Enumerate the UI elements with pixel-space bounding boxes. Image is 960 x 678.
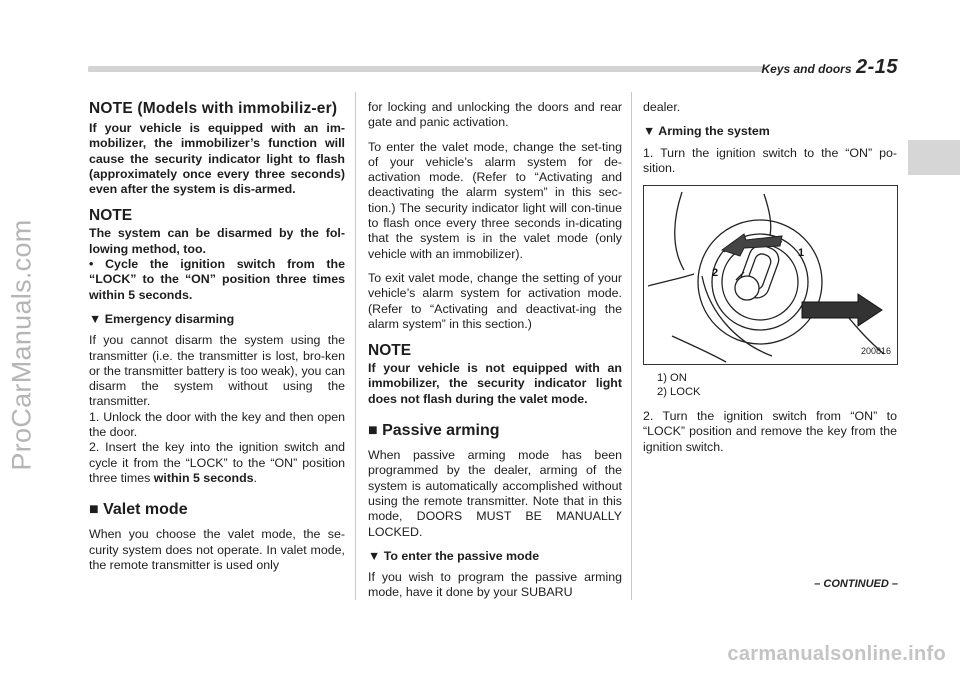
arming-step-1: 1. Turn the ignition switch to the “ON” po-sition. — [643, 145, 897, 175]
note-immobilizer-text: If your vehicle is equipped with an im-mobilizer, the immobilizer’s function will cause the security indicator light to flash (approximately once every three seconds) even after the system is dis-armed. — [89, 121, 345, 197]
column-divider — [631, 92, 632, 600]
emphasis-within-5-seconds: within 5 seconds — [153, 470, 254, 485]
dealer-text: dealer. — [643, 100, 681, 114]
enter-passive-text: If you wish to program the passive arming mode, have it done by your SUBARU — [368, 570, 622, 600]
ignition-switch-figure — [643, 185, 898, 365]
valet-exit-text: To exit valet mode, change the setting of your vehicle’s alarm system for activation mode. (Refer to “Activating and deactivat-ing the alarm system” in this section.) — [368, 270, 622, 331]
note-text: If your vehicle is not equipped with an immobilizer, the security indicator light does not flash during the valet mode. — [368, 361, 622, 406]
valet-enter-text: To enter the valet mode, change the set-ting of your vehicle’s alarm system for de-activation mode. (Refer to “Activating and deactivating the alarm system” in this sec-tion.) The security indicator light will con-tinue to flash once every three seconds in-dicating that the system is in the valet mode (only vehicle with an immobilizer). — [368, 139, 622, 261]
note-immobilizer-title: NOTE (Models with immobiliz-er) — [89, 100, 338, 117]
emergency-disarming-heading: ▼ Emergency disarming — [89, 311, 235, 326]
figure-id: 200816 — [860, 345, 891, 356]
emergency-text: If you cannot disarm the system using the transmitter (i.e. the transmitter is lost, bro-ken or the transmitter battery is too weak), you can disarm the system without using the transmitter. — [89, 333, 345, 409]
valet-mode-heading: ■ Valet mode — [89, 501, 188, 519]
header-rule — [88, 66, 764, 72]
note-title: NOTE — [89, 207, 133, 225]
figure-label-1: 1 — [798, 247, 805, 260]
page-header — [761, 56, 898, 79]
column-1 — [89, 100, 345, 582]
valet-mode-text: When you choose the valet mode, the se-curity system does not operate. In valet mode, the remote transmitter is used only — [89, 527, 345, 572]
passive-arming-heading: ■ Passive arming — [368, 422, 500, 440]
arming-system-heading: ▼ Arming the system — [643, 124, 770, 139]
arming-step-2: 2. Turn the ignition switch from “ON” to “LOCK” position and remove the key from the ignition switch. — [643, 409, 897, 454]
legend-item-on: 1) ON — [657, 372, 687, 385]
valet-text-cont: for locking and unlocking the doors and rear gate and panic activation. — [368, 100, 622, 130]
emergency-step-1: 1. Unlock the door with the key and then open the door. — [89, 409, 345, 440]
continued-label: – CONTINUED – — [814, 578, 898, 590]
page-number: 2-15 — [855, 56, 898, 78]
section-title: Keys and doors — [761, 62, 852, 76]
side-watermark-text: ProCarManuals.com — [6, 219, 37, 471]
chapter-tab — [908, 140, 960, 175]
legend-item-lock: 2) LOCK — [657, 386, 701, 399]
emergency-step-2: 2. Insert the key into the ignition switch and cycle it from the “LOCK” to the “ON” position three times within 5 seconds. — [89, 440, 345, 485]
column-divider — [355, 92, 356, 600]
ignition-switch-illustration — [644, 186, 897, 364]
column-3 — [643, 100, 897, 464]
passive-arming-text: When passive arming mode has been programmed by the dealer, arming of the system is automatically accomplished without using the remote transmitter. Note that in this mode, DOORS MUST BE MANUALLY LOCKED. — [368, 448, 622, 539]
note-title: NOTE — [368, 342, 412, 360]
figure-label-2: 2 — [712, 267, 719, 280]
note-bullet: • Cycle the ignition switch from the “LOCK” to the “ON” position three times within 5 seconds. — [89, 257, 345, 302]
column-2 — [368, 100, 622, 610]
note-text: The system can be disarmed by the fol-lowing method, too. — [89, 226, 345, 256]
enter-passive-heading: ▼ To enter the passive mode — [368, 548, 540, 563]
footer-watermark: carmanualsonline.info — [727, 643, 946, 665]
figure-legend — [657, 371, 897, 399]
